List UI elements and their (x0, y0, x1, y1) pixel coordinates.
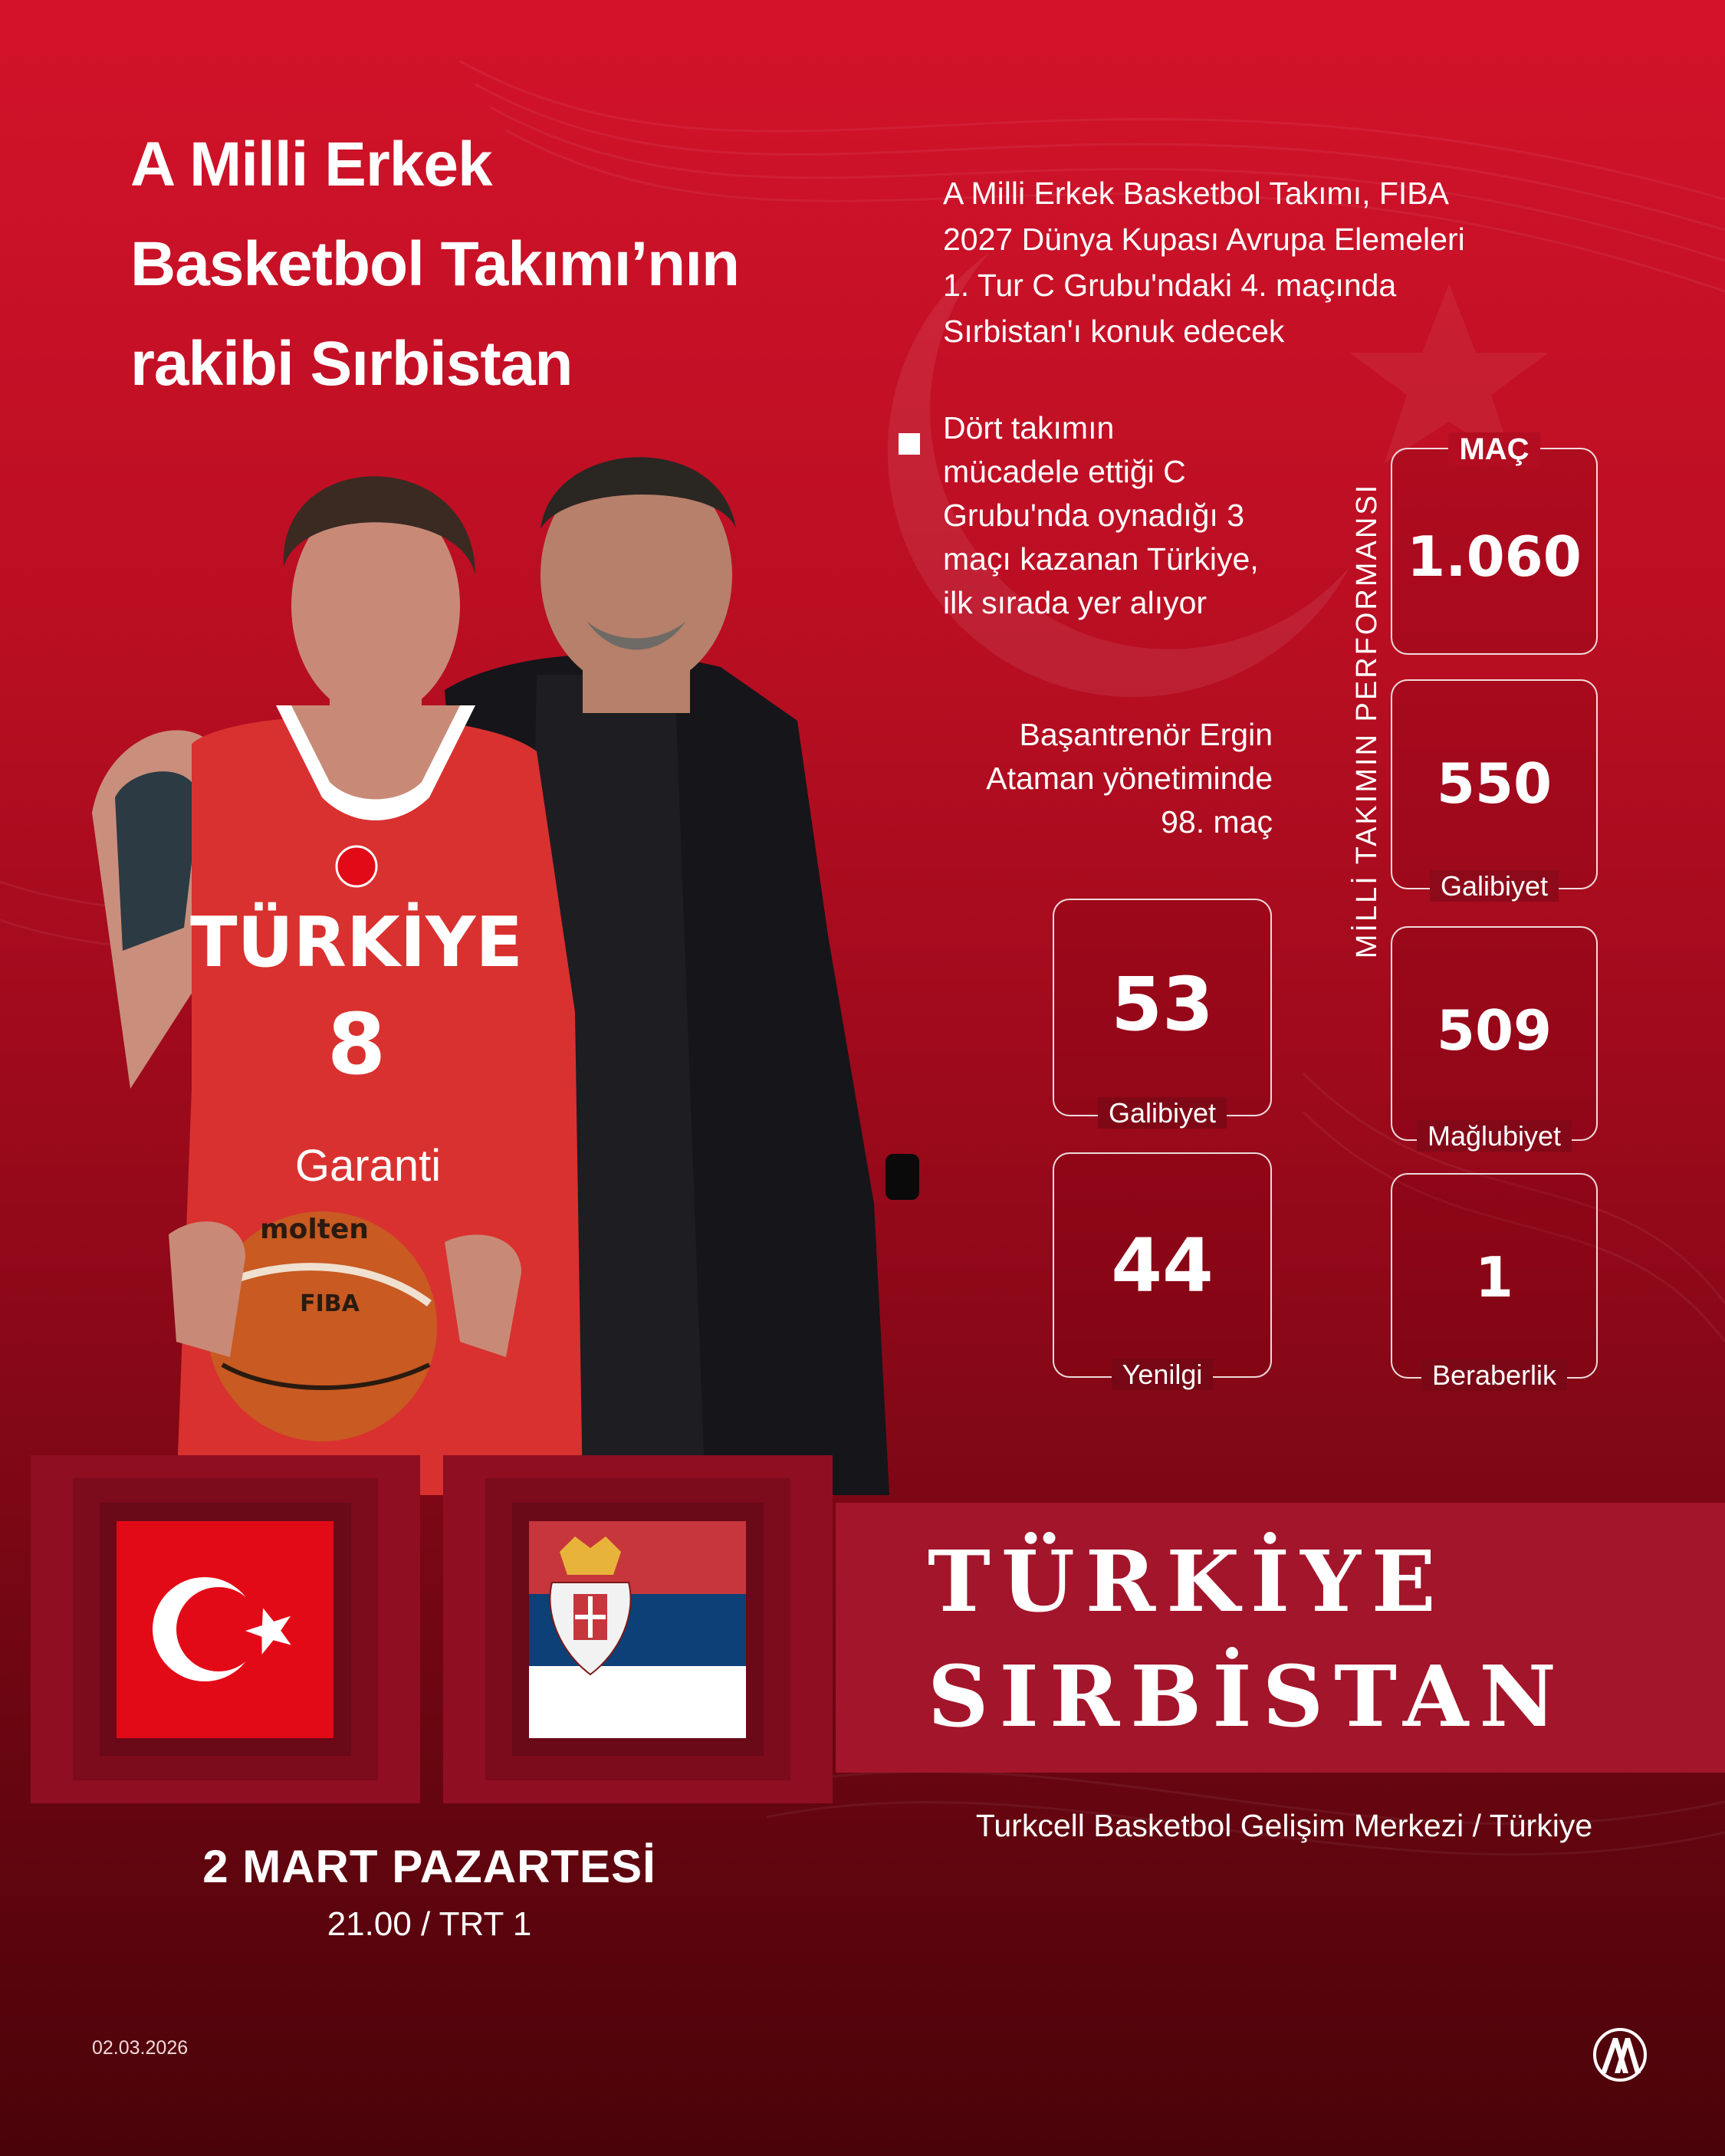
team-draws-label: Beraberlik (1421, 1359, 1567, 1391)
intro-line: Sırbistan'ı konuk edecek (943, 314, 1285, 349)
team-wins-box (1391, 679, 1598, 902)
serbia-flag-card (443, 1455, 833, 1803)
bullet-line: maçı kazanan Türkiye, (943, 541, 1259, 577)
jersey-sponsor: Garanti (294, 1141, 442, 1191)
team-wins-label: Galibiyet (1430, 870, 1559, 902)
match-time-channel: 21.00 / TRT 1 (327, 1905, 532, 1943)
player-and-coach-photo (46, 399, 989, 1495)
serbia-flag-icon (529, 1521, 746, 1738)
title-line: Basketbol Takımı’nın (130, 229, 740, 299)
player-figure (92, 476, 583, 1495)
team-draws-box (1391, 1173, 1598, 1391)
jersey-text: TÜRKİYE (190, 902, 523, 983)
coach-wins-box (1053, 899, 1272, 1129)
jersey-number: 8 (327, 995, 386, 1093)
intro-line: A Milli Erkek Basketbol Takımı, FIBA (943, 176, 1450, 211)
bullet-line: mücadele ettiği C (943, 454, 1186, 489)
team-losses-box (1391, 926, 1598, 1152)
team-losses-value: 509 (1436, 998, 1552, 1063)
coach-line: Başantrenör Ergin (1019, 717, 1273, 752)
coach-losses-box (1053, 1152, 1272, 1390)
bullet-line: ilk sırada yer alıyor (943, 585, 1208, 620)
team-wins-value: 550 (1436, 751, 1552, 816)
page-title (130, 115, 882, 414)
group-standing-note (943, 406, 1342, 625)
coach-losses-label: Yenilgi (1112, 1359, 1214, 1390)
coach-line: 98. maç (1161, 804, 1273, 840)
aa-logo-icon (1592, 2027, 1648, 2082)
coach-wins-value: 53 (1111, 961, 1214, 1047)
home-team: TÜRKİYE (928, 1532, 1447, 1631)
matches-label: MAÇ (1448, 432, 1539, 466)
bullet-line: Dört takımın (943, 410, 1115, 445)
intro-text (943, 170, 1579, 354)
team-losses-label: Mağlubiyet (1417, 1120, 1572, 1152)
title-line: A Milli Erkek (130, 130, 492, 199)
ball-text: FIBA (300, 1290, 360, 1317)
team-draws-value: 1 (1474, 1245, 1514, 1310)
bullet-line: Grubu'nda oynadığı 3 (943, 498, 1245, 533)
turkey-flag-icon (117, 1521, 334, 1738)
performance-vertical-label: MİLLİ TAKIMIN PERFORMANSI (1351, 482, 1383, 959)
title-line: rakibi Sırbistan (130, 329, 573, 399)
coach-wins-label: Galibiyet (1098, 1097, 1227, 1129)
venue: Turkcell Basketbol Gelişim Merkezi / Türkiye (975, 1808, 1593, 1843)
away-team: SIRBİSTAN (928, 1647, 1567, 1746)
intro-line: 1. Tur C Grubu'ndaki 4. maçında (943, 268, 1397, 303)
match-date: 2 MART PAZARTESİ (202, 1841, 656, 1892)
coach-line: Ataman yönetiminde (986, 761, 1273, 796)
matches-box (1391, 432, 1598, 655)
turkey-flag-card (31, 1455, 420, 1803)
intro-line: 2027 Dünya Kupası Avrupa Elemeleri (943, 222, 1465, 257)
matches-value: 1.060 (1407, 524, 1582, 589)
publish-date: 02.03.2026 (92, 2037, 189, 2059)
ball-brand: molten (260, 1214, 369, 1245)
coach-losses-value: 44 (1111, 1223, 1214, 1309)
